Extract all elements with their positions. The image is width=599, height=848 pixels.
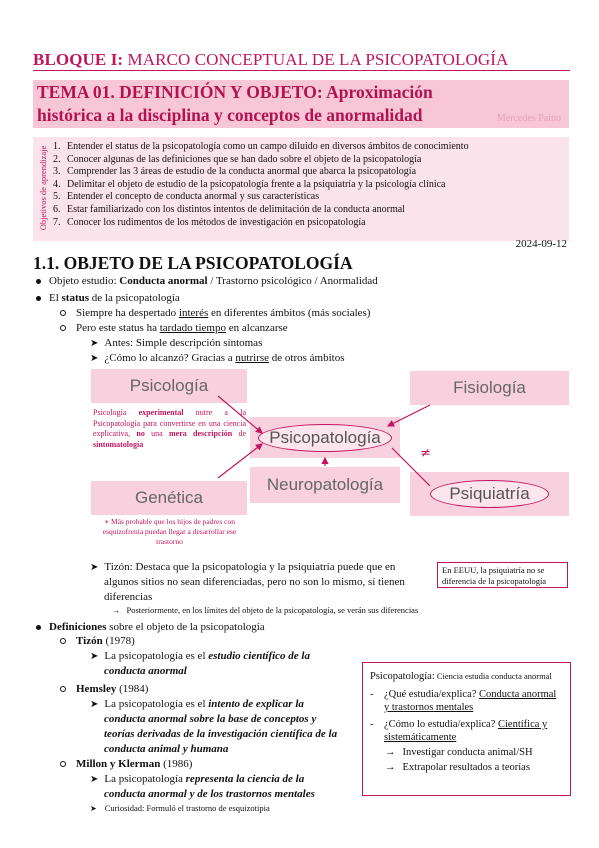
objective-item: 6. Estar familiarizado con los distintos intentos de delimitación de la conducta anormal	[53, 203, 405, 215]
def-hemsley: Hemsley (1984)	[60, 682, 148, 696]
status-line: El status de la psicopatología	[36, 291, 180, 305]
def-tizon-text-2: conducta anormal	[104, 665, 187, 677]
psicologia-note: Psicología experimental nutre a la Psicopatología para convertirse en una ciencia explicativa, no una mera descripción de sintomatología	[93, 408, 246, 449]
def-hemsley-text-3: teorías derivadas de la investigación científica de la	[104, 728, 338, 740]
objective-item: 1. Entender el status de la psicopatología como un campo diluido en diversos ámbitos de conocimiento	[53, 141, 469, 152]
status-sub-2a: ➤ Antes: Simple descripción síntomas	[90, 337, 263, 349]
psicopatologia-oval: Psicopatología	[258, 424, 392, 452]
def-hemsley-text-4: conducta animal y humana	[104, 743, 229, 755]
tizon-line-2: algunos sitios no sean diferenciadas, pero no son lo mismo, sí tienen	[104, 576, 405, 588]
summary-q2: - ¿Cómo lo estudia/explica? Científica y sistemáticamente	[370, 719, 548, 743]
summary-title: Psicopatología: Ciencia estudia conducta anormal	[370, 671, 552, 682]
date-label: 2024-09-12	[515, 238, 567, 250]
psicopatologia-summary-box	[362, 662, 571, 796]
tizon-line-1: ➤ Tizón: Destaca que la psicopatología y la psiquiatría puede que en	[90, 561, 396, 573]
summary-a2: → Extrapolar resultados a teorías	[385, 762, 530, 773]
def-millon: Millon y Klerman (1986)	[60, 757, 192, 771]
not-equal-sign: ≠	[420, 446, 431, 461]
genetica-note: ∗ Más probable que los hijos de padres con esquizofrenia puedan llegar a desarrollar ese trastorno	[102, 517, 237, 546]
definiciones-heading: Definiciones sobre el objeto de la psicopatología	[36, 620, 265, 634]
psiquiatria-oval: Psiquiatría	[430, 480, 548, 508]
def-hemsley-text-2: conducta anormal sobre la base de conceptos y	[104, 713, 317, 725]
summary-q1: - ¿Qué estudia/explica? Conducta anormal y trastornos mentales	[370, 689, 557, 713]
tema-title-line1: TEMA 01. DEFINICIÓN Y OBJETO: Aproximación	[37, 82, 433, 102]
genetica-box: Genética	[91, 481, 247, 515]
def-hemsley-text-1: ➤ La psicopatología es el intento de explicar la	[90, 698, 304, 710]
fisiologia-box: Fisiología	[410, 371, 569, 405]
objective-item: 4. Delimitar el objeto de estudio de la psicopatología frente a la psiquiatría y la psicología clínica	[53, 178, 446, 190]
arrow-genetica	[218, 444, 262, 478]
objective-item: 5. Entender el concepto de conducta anormal y sus características	[53, 191, 320, 203]
objectives-side-label: Objetivos de aprendizaje	[38, 145, 48, 231]
def-tizon: Tizón (1978)	[60, 634, 135, 648]
objective-item: 7. Conocer los rudimentos de los métodos de investigación en psicopatología	[53, 216, 366, 228]
neuropatologia-box: Neuropatología	[250, 467, 400, 503]
block-title: BLOQUE I: MARCO CONCEPTUAL DE LA PSICOPATOLOGÍA	[33, 50, 509, 69]
objeto-estudio-line: Objeto estudio: Conducta anormal / Trastorno psicológico / Anormalidad	[36, 274, 378, 288]
objective-item: 3. Comprender las 3 áreas de estudio de la conducta anormal que abarca la psicopatología	[53, 166, 417, 178]
status-sub-1: Siempre ha despertado interés en diferentes ámbitos (más sociales)	[60, 306, 370, 320]
eeuu-note-box: En EEUU, la psiquiatría no se diferencia de la psicopatología	[437, 562, 568, 588]
section-heading: 1.1. OBJETO DE LA PSICOPATOLOGÍA	[33, 253, 353, 273]
status-sub-2b: ➤ ¿Cómo lo alcanzó? Gracias a nutrirse de otros ámbitos	[90, 352, 345, 364]
def-millon-text-1: ➤ La psicopatología representa la ciencia de la	[90, 773, 305, 785]
status-sub-2: Pero este status ha tardado tiempo en alcanzarse	[60, 321, 288, 335]
arrow-fisiologia	[388, 405, 430, 426]
author-label: Mercedes Paíno	[496, 113, 561, 124]
def-millon-curiosidad: ➤ Curiosidad: Formuló el trastorno de esquizotipia	[90, 803, 270, 813]
tema-title-line2: histórica a la disciplina y conceptos de anormalidad	[37, 105, 423, 125]
psicologia-box: Psicología	[91, 369, 247, 403]
def-tizon-text-1: ➤ La psicopatología es el estudio científico de la	[90, 650, 310, 662]
arrow-psicologia	[218, 396, 262, 433]
def-millon-text-2: conducta anormal y de los trastornos mentales	[104, 788, 315, 800]
tizon-line-3: diferencias	[104, 591, 153, 603]
objective-item: 2. Conocer algunas de las definiciones que se han dado sobre el objeto de la psicopatología	[53, 153, 422, 165]
summary-a1: → Investigar conducta animal/SH	[385, 747, 533, 758]
tizon-subnote: → Posteriormente, en los límites del objeto de la psicopatología, se verán sus diferencias	[112, 605, 419, 615]
